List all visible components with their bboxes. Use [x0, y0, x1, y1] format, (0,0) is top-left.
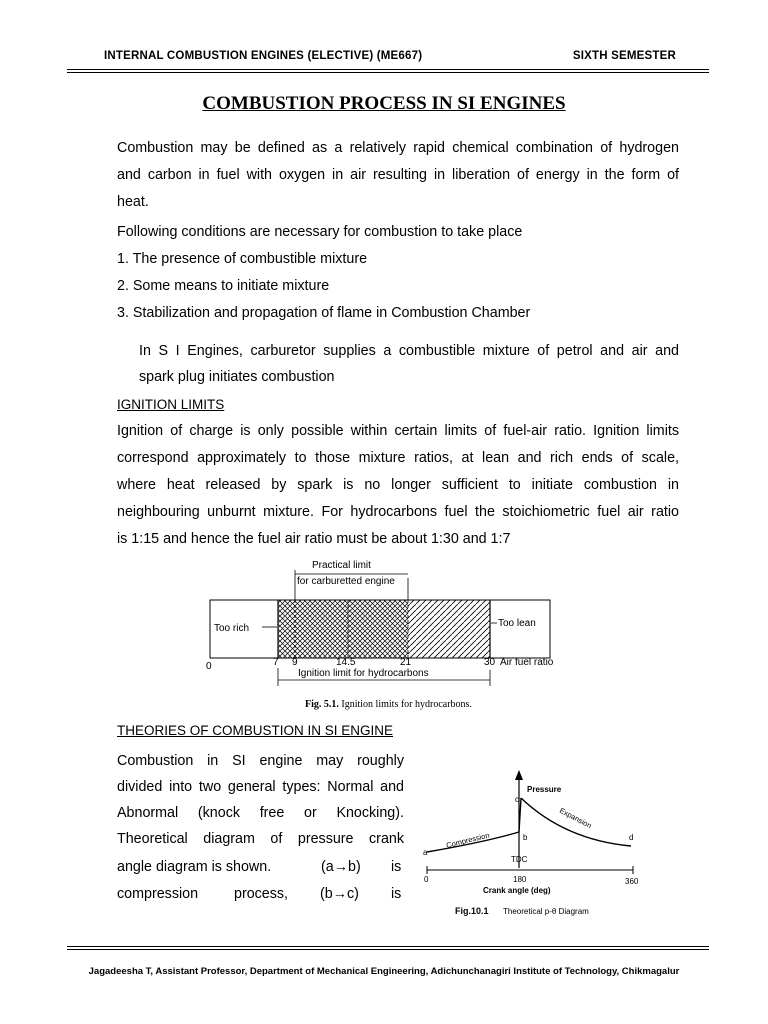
theories-line-5b: (a→b)	[321, 859, 361, 875]
theories-line-5a: angle diagram is shown.	[117, 859, 272, 875]
footer-rule-bottom	[67, 949, 709, 950]
footer-rule-top	[67, 946, 709, 947]
theories-line-1: Combustion in SI engine may roughly	[117, 753, 404, 769]
expansion-label: Expansion	[558, 805, 594, 831]
p-theta-diagram	[415, 770, 665, 930]
ignition-line-2: correspond approximately to those mixture ratios, at lean and rich ends of scale,	[117, 450, 679, 466]
theories-line-6a: compression	[117, 886, 199, 902]
fig51-caption-text: Ignition limits for hydrocarbons.	[341, 699, 472, 710]
running-header-course: INTERNAL COMBUSTION ENGINES (ELECTIVE) (ME667)	[104, 50, 423, 62]
x-axis-title: Crank angle (deg)	[483, 886, 551, 895]
carburetted-engine-label: for carburetted engine	[297, 576, 395, 587]
intro-line-1: Combustion may be defined as a relatively rapid chemical combination of hydrogen	[117, 140, 679, 156]
too-rich-label: Too rich	[214, 623, 250, 634]
pressure-axis-arrowhead	[515, 770, 523, 780]
ignition-line-5: is 1:15 and hence the fuel air ratio must be about 1:30 and 1:7	[117, 531, 511, 547]
lean-zone-hatch	[408, 600, 490, 658]
ignition-line-1: Ignition of charge is only possible within certain limits of fuel-air ratio. Ignition limits	[117, 423, 679, 439]
condition-item-3: 3. Stabilization and propagation of flame in Combustion Chamber	[117, 305, 531, 321]
tick-21: 21	[400, 657, 412, 668]
theories-line-3: Abnormal (knock free or Knocking).	[117, 805, 404, 821]
point-d-label: d	[629, 833, 634, 842]
page-title: COMBUSTION PROCESS IN SI ENGINES	[202, 93, 566, 114]
ignition-line-4: neighbouring unburnt mixture. For hydrocarbons fuel the stoichiometric fuel air ratio	[117, 504, 679, 520]
theories-line-4: Theoretical diagram of pressure crank	[117, 831, 404, 847]
x-label-360: 360	[625, 877, 639, 886]
too-lean-label: Too lean	[498, 618, 536, 629]
ignition-line-3: where heat released by spark is no longer sufficient to initiate combustion in	[117, 477, 679, 493]
axis-label-air-fuel-ratio: Air fuel ratio	[500, 657, 554, 668]
point-b-label: b	[523, 833, 528, 842]
page-footer: Jagadeesha T, Assistant Professor, Department of Mechanical Engineering, Adichunchanagiri Institute of Technology, Chikmagalur	[88, 966, 680, 977]
x-label-180: 180	[513, 875, 527, 884]
tick-7: 7	[273, 657, 279, 668]
practical-zone-hatch	[278, 600, 408, 658]
practical-limit-label: Practical limit	[312, 560, 371, 571]
theories-line-2: divided into two general types: Normal and	[117, 779, 404, 795]
ignition-limits-figure	[200, 556, 580, 716]
theories-line-6b: process,	[234, 886, 289, 902]
point-c-label: c	[515, 795, 519, 804]
intro-line-2: and carbon in fuel with oxygen in air resulting in liberation of energy in the form of	[117, 167, 679, 183]
fig51-caption	[305, 699, 472, 710]
condition-item-1: 1. The presence of combustible mixture	[117, 251, 368, 267]
theories-line-5c: is	[391, 859, 402, 875]
running-header-semester: SIXTH SEMESTER	[572, 50, 676, 62]
header-rule-top	[67, 69, 709, 70]
tick-0: 0	[206, 661, 212, 672]
condition-item-2: 2. Some means to initiate mixture	[117, 278, 330, 294]
compression-label: Compression	[445, 830, 491, 850]
theories-line-6c: (b→c)	[320, 886, 359, 902]
ignition-limit-label: Ignition limit for hydrocarbons	[298, 668, 429, 679]
theories-heading: THEORIES OF COMBUSTION IN SI ENGINE	[117, 723, 394, 738]
x-label-0: 0	[424, 875, 429, 884]
point-a-label: a	[423, 848, 428, 857]
tdc-label: TDC	[511, 855, 528, 864]
fig10-caption-number: Fig.10.1	[455, 906, 489, 916]
theories-line-6d: is	[391, 886, 402, 902]
pressure-label: Pressure	[527, 785, 562, 794]
fig10-caption-text: Theoretical p-θ Diagram	[503, 907, 589, 916]
intro-line-3: heat.	[117, 194, 149, 210]
fig51-caption-number: Fig. 5.1.	[305, 699, 339, 710]
si-note-line-1: In S I Engines, carburetor supplies a combustible mixture of petrol and air and	[139, 343, 679, 359]
tick-30: 30	[484, 657, 496, 668]
tick-9: 9	[292, 657, 298, 668]
header-rule-bottom	[67, 72, 709, 73]
si-note-line-2: spark plug initiates combustion	[139, 369, 335, 385]
ignition-limits-heading: IGNITION LIMITS	[117, 397, 225, 412]
conditions-intro: Following conditions are necessary for combustion to take place	[117, 224, 523, 240]
tick-14-5: 14.5	[336, 657, 356, 668]
